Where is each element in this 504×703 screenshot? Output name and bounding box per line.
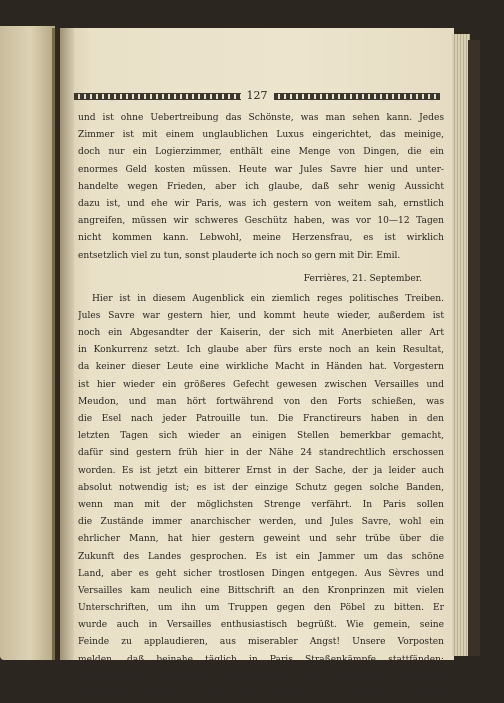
running-header bbox=[74, 88, 440, 104]
text-line: Unterschriften, um ihn um Truppen gegen den Pöbel zu bitten. Er bbox=[78, 603, 444, 614]
text-line: Zimmer ist mit einem unglaublichen Luxus eingerichtet, das meinige, bbox=[78, 130, 444, 141]
text-line: worden. Es ist jetzt ein bitterer Ernst in der Sache, der ja leider auch bbox=[78, 465, 444, 476]
text-line: ehrlicher Mann, hat hier gestern geweint und sehr trübe über die bbox=[78, 534, 444, 545]
text-line: Hier ist in diesem Augenblick ein ziemlich reges politisches Treiben. bbox=[92, 293, 444, 304]
text-line: die Zustände immer anarchischer werden, und Jules Savre, wohl ein bbox=[78, 517, 444, 528]
text-line: melden, daß beinahe täglich in Paris Straßenkämpfe stattfänden; bbox=[78, 654, 444, 665]
text-line: Meudon, und man hört fortwährend von den Forts schießen, was bbox=[78, 396, 444, 407]
header-rule-left bbox=[74, 93, 241, 100]
page-number: 127 bbox=[246, 89, 268, 102]
text-line: handelte wegen Frieden, aber ich glaube, daß sehr wenig Aussicht bbox=[78, 181, 444, 192]
text-line: über kurz oder lang wird wohl eine Hälfte der Bevölkerung die andere bbox=[78, 671, 444, 682]
text-line: dafür sind gestern früh hier in der Nähe 24 standrechtlich erschossen bbox=[78, 448, 444, 459]
text-line: dazu ist, und ehe wir Paris, was ich gestern von weitem sah, ernstlich bbox=[78, 198, 444, 209]
gutter-shadow bbox=[52, 28, 74, 660]
text-line: noch ein Abgesandter der Kaiserin, der sich mit Anerbieten aller Art bbox=[78, 328, 444, 339]
text-line: Jules Savre war gestern hier, und kommt heute wieder, außerdem ist bbox=[78, 310, 444, 321]
text-line: enormes Geld kosten müssen. Heute war Jules Savre hier und unter- bbox=[78, 164, 444, 175]
text-line: wurde auch in Versailles enthusiastisch begrüßt. Wie gemein, seine bbox=[78, 620, 444, 631]
previous-page-edge bbox=[0, 26, 55, 660]
text-line: nicht kommen kann. Lebwohl, meine Herzensfrau, es ist wirklich bbox=[78, 233, 444, 244]
paragraph-2 bbox=[78, 291, 444, 703]
text-line: wenn man mit der möglichsten Strenge verfährt. In Paris sollen bbox=[78, 499, 444, 510]
text-line: Land, aber es geht sicher trostlosen Dingen entgegen. Aus Sèvres und bbox=[78, 568, 444, 579]
text-line: angreifen, müssen wir schweres Geschütz haben, was vor 10—12 Tagen bbox=[78, 216, 444, 227]
header-rule-right bbox=[274, 93, 441, 100]
text-line: Feinde zu applaudieren, aus miserabler Angst! Unsere Vorposten bbox=[78, 637, 444, 648]
text-line: absolut notwendig ist; es ist der einzige Schutz gegen solche Banden, bbox=[78, 482, 444, 493]
text-line: doch nur ein Logierzimmer, enthält eine Menge von Dingen, die ein bbox=[78, 147, 444, 158]
text-line: da keiner dieser Leute eine wirkliche Macht in Händen hat. Vorgestern bbox=[78, 362, 444, 373]
text-line: und ist ohne Uebertreibung das Schönste, was man sehen kann. Jedes bbox=[78, 113, 444, 123]
text-line: Versailles kam neulich eine Bittschrift an den Kronprinzen mit vielen bbox=[78, 585, 444, 596]
text-line: in Konkurrenz setzt. Ich glaube aber fürs erste noch an kein Resultat, bbox=[78, 345, 444, 356]
text-line: letzten Tagen sich wieder an einigen Stellen bemerkbar gemacht, bbox=[78, 431, 444, 442]
body-text bbox=[78, 110, 444, 703]
letter-dateline: Ferrières, 21. September. bbox=[303, 273, 422, 284]
text-line: entsetzlich viel zu tun, sonst plauderte ich noch so gern mit Dir. Emil. bbox=[78, 250, 401, 261]
text-line: aufgefressen haben, wie die beiden Löwen in der Fabel, von denen bbox=[78, 689, 444, 699]
paragraph-1 bbox=[78, 110, 444, 265]
book-cover-edge bbox=[468, 40, 480, 656]
text-line: ist hier wieder ein größeres Gefecht gewesen zwischen Versailles und bbox=[78, 379, 444, 390]
text-line: die Esel nach jeder Patrouille tun. Die Franctireurs haben in den bbox=[78, 414, 444, 424]
text-line: Zukunft des Landes gesprochen. Es ist ein Jammer um das schöne bbox=[78, 551, 444, 562]
